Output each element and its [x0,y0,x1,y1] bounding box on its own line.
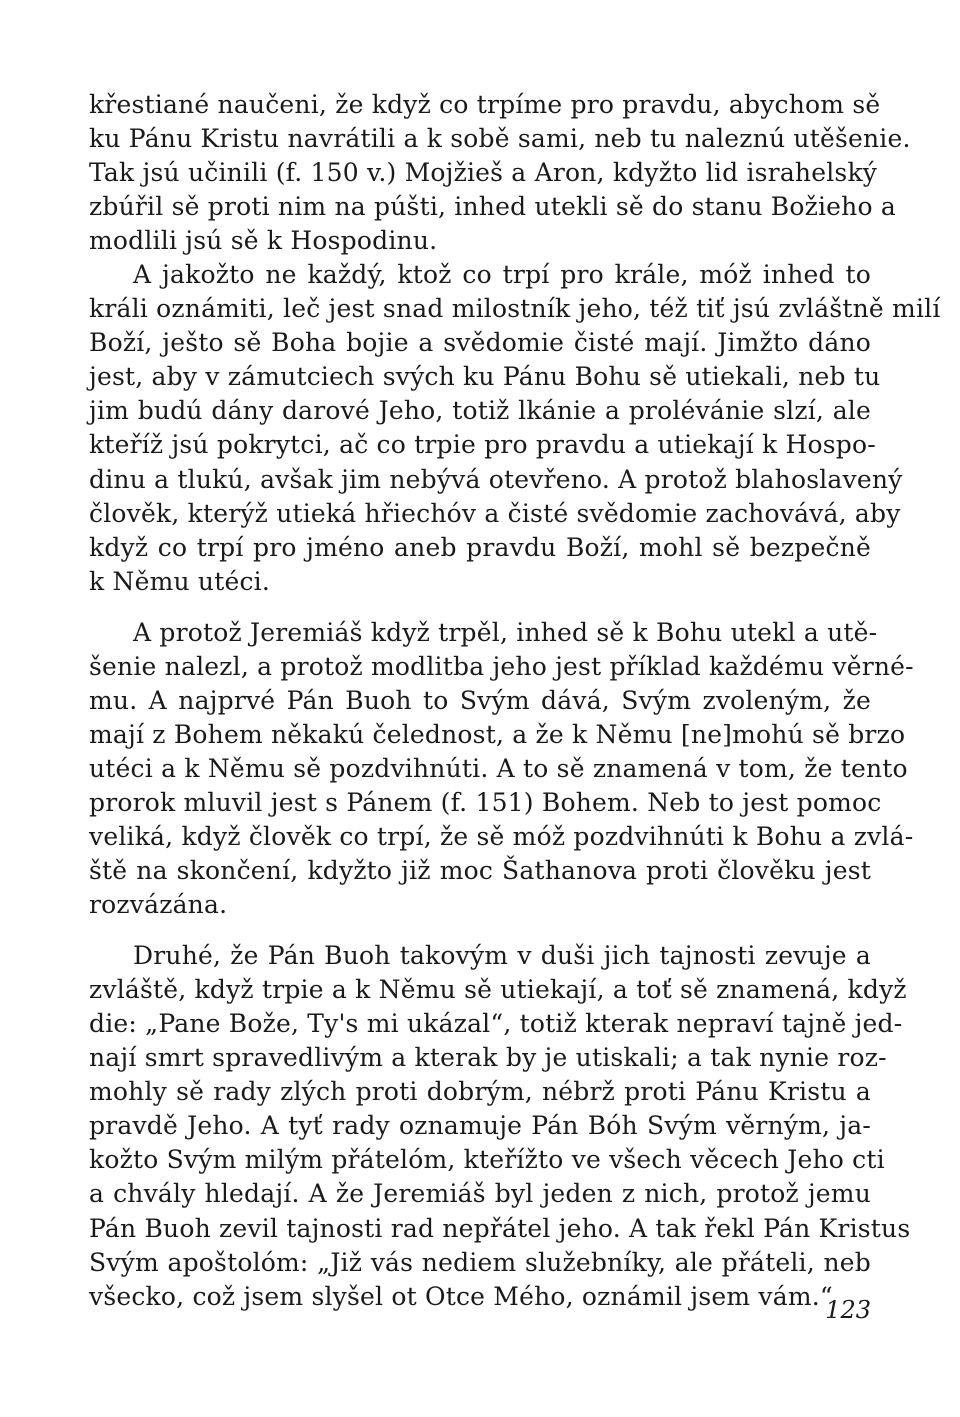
paragraph-gap [89,922,871,939]
text-line: šenie nalezl, a protož modlitba jeho jest příklad každému věrné- [89,651,914,681]
text-line: když co trpí pro jméno aneb pravdu Boží, mohl sě bezpečně [89,532,871,562]
text-line: modlili jsú sě k Hospodinu. [89,226,438,256]
text-line: Pán Buoh zevil tajnosti rad nepřátel jeho. A tak řekl Pán Kristus [89,1213,911,1243]
text-line: mají z Bohem někakú čelednost, a že k Němu [ne]mohú sě brzo [89,719,906,749]
text-line: jest, aby v zámutciech svých ku Pánu Bohu sě utiekali, neb tu [89,362,881,392]
text-line: dinu a tlukú, avšak jim nebývá otevřeno. A protož blahoslavený [89,464,903,494]
text-line: die: „Pane Bože, Ty's mi ukázal“, totiž kterak nepraví tajně jed- [89,1009,903,1039]
paragraph-2 [89,258,941,598]
text-line: králi oznámiti, leč jest snad milostník jeho, též tiť jsú zvláštně milí [89,294,941,324]
text-line: ku Pánu Kristu navrátili a k sobě sami, neb tu naleznú utěšenie. [89,124,911,154]
text-line: rozvázána. [89,890,228,920]
text-line: prorok mluvil jest s Pánem (f. 151) Bohem. Neb to jest pomoc [89,787,882,817]
text-line: všecko, což jsem slyšel ot Otce Mého, oznámil jsem vám.“ [89,1281,833,1311]
text-line: A protož Jeremiáš když trpěl, inhed sě k Bohu utekl a utě- [133,617,878,647]
text-line: mohly sě rady zlých proti dobrým, nébrž proti Pánu Kristu a [89,1077,871,1107]
text-line: pravdě Jeho. A tyť rady oznamuje Pán Bóh Svým věrným, ja- [89,1111,871,1141]
text-line: Tak jsú učinili (f. 150 v.) Mojžieš a Aron, kdyžto lid israhelský [89,158,878,188]
text-line: kožto Svým milým přátelóm, kteřížto ve všech věcech Jeho cti [89,1145,885,1175]
text-line: Svým apoštolóm: „Již vás nediem služebníky, ale přáteli, neb [89,1247,871,1277]
paragraph-1 [89,88,911,258]
text-line: křestiané naučeni, že když co trpíme pro pravdu, abychom sě [89,90,881,119]
text-line: a chvály hledají. A že Jeremiáš byl jeden z nich, protož jemu [89,1179,871,1209]
text-line: Boží, ješto sě Boha bojie a svědomie čisté mají. Jimžto dáno [89,328,871,358]
text-line: utéci a k Němu sě pozdvihnúti. A to sě znamená v tom, že tento [89,753,908,783]
text-line: k Němu utéci. [89,566,271,596]
text-line: zvláště, když trpie a k Němu sě utiekají, a toť sě znamená, když [89,975,907,1005]
paragraph-gap [89,599,871,616]
text-line: ště na skončení, kdyžto již moc Šathanova proti člověku jest [89,856,871,886]
text-line: kteříž jsú pokrytci, ač co trpie pro pravdu a utiekají k Hospo- [89,430,876,460]
text-line: člověk, kterýž utieká hřiechóv a čisté svědomie zachovává, aby [89,498,901,528]
paragraph-4 [89,939,911,1314]
text-line: A jakožto ne každý, ktož co trpí pro krále, móž inhed to [133,260,871,290]
text-line: mu. A najprvé Pán Buoh to Svým dává, Svým zvoleným, že [89,685,871,715]
text-line: nají smrt spravedlivým a kterak by je utiskali; a tak nynie roz- [89,1043,887,1073]
paragraph-3 [89,616,914,922]
page-number: 123 [825,1296,871,1324]
book-page-text [89,88,941,1314]
text-line: veliká, když člověk co trpí, že sě móž pozdvihnúti k Bohu a zvlá- [89,821,914,851]
text-line: zbúřil sě proti nim na púšti, inhed utekli sě do stanu Božieho a [89,192,896,222]
text-line: Druhé, že Pán Buoh takovým v duši jich tajnosti zevuje a [133,941,871,971]
text-line: jim budú dány darové Jeho, totiž lkánie a prolévánie slzí, ale [89,396,871,426]
